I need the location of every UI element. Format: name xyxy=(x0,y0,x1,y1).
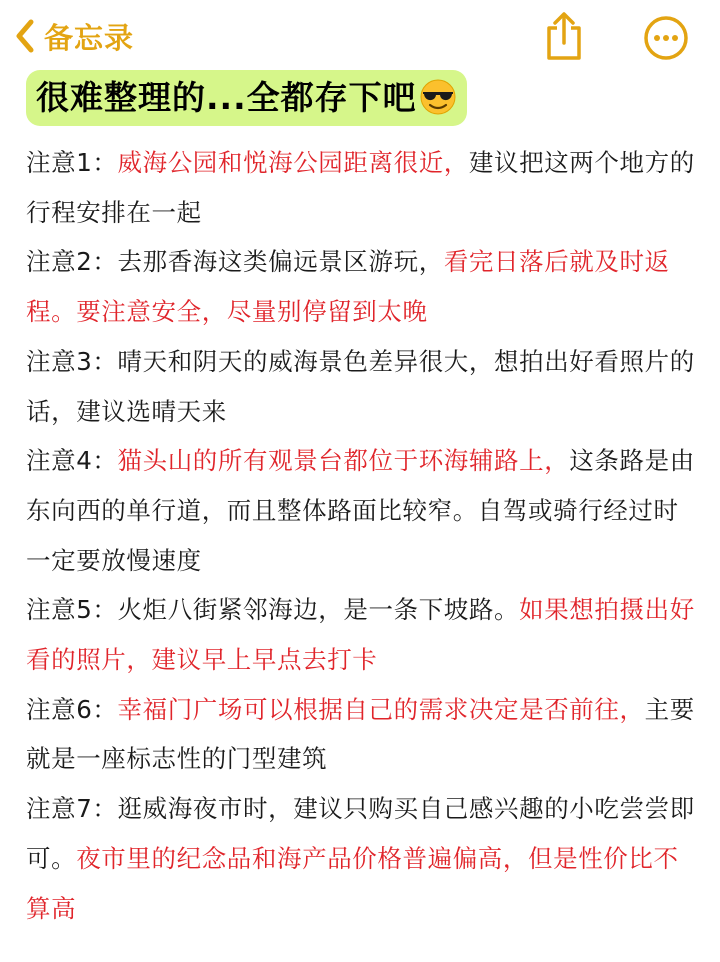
note-prefix: 注意5： xyxy=(26,595,118,625)
note-item-5 xyxy=(26,585,698,684)
sunglasses-emoji-icon xyxy=(419,78,457,116)
note-text: 逛威海夜市时，建议只购买自己感兴趣的小吃尝尝即可。 xyxy=(26,794,695,873)
note-title xyxy=(26,70,467,126)
note-item-6 xyxy=(26,685,698,784)
more-icon xyxy=(642,14,690,62)
note-text: 晴天和阴天的威海景色差异很大，想拍出好看照片的话，建议选晴天来 xyxy=(26,346,695,426)
note-prefix: 注意2： xyxy=(26,247,118,277)
note-highlight: 夜市里的纪念品和海产品价格普遍偏高，但是性价比不算高 xyxy=(26,843,679,923)
note-prefix: 注意1： xyxy=(26,148,118,177)
note-item-3 xyxy=(26,337,698,436)
note-item-1 xyxy=(26,138,698,237)
note-text: 火炬八街紧邻海边，是一条下坡路。 xyxy=(117,595,520,625)
note-text: 建议把这两个地方的行程安排在一起 xyxy=(26,148,695,227)
note-title-block xyxy=(26,70,467,126)
back-button[interactable] xyxy=(14,14,134,58)
note-highlight: 威海公园和悦海公园距离很近， xyxy=(117,148,469,177)
more-options-button[interactable] xyxy=(642,14,690,62)
note-highlight: 看完日落后就及时返程。要注意安全，尽量别停留到太晚 xyxy=(26,247,670,327)
note-text: 去那香海这类偏远景区游玩， xyxy=(117,247,444,277)
navigation-bar xyxy=(0,0,720,72)
note-prefix: 注意4： xyxy=(26,446,118,476)
share-button[interactable] xyxy=(540,10,588,62)
share-icon xyxy=(540,10,588,62)
note-prefix: 注意7： xyxy=(26,794,118,824)
note-item-2 xyxy=(26,237,698,336)
note-highlight: 如果想拍摄出好看的照片，建议早上早点去打卡 xyxy=(26,595,695,675)
chevron-left-icon xyxy=(14,18,36,54)
note-title-text: 很难整理的...全都存下吧 xyxy=(36,78,417,117)
note-prefix: 注意6： xyxy=(26,694,118,724)
note-text: 这条路是由东向西的单行道，而且整体路面比较窄。自驾或骑行经过时一定要放慢速度 xyxy=(26,446,695,575)
note-text: 主要就是一座标志性的门型建筑 xyxy=(26,694,695,774)
note-highlight: 幸福门广场可以根据自己的需求决定是否前往， xyxy=(117,694,645,724)
note-item-7 xyxy=(26,784,698,933)
back-label: 备忘录 xyxy=(44,20,135,55)
note-prefix: 注意3： xyxy=(26,346,118,376)
note-body[interactable] xyxy=(26,138,698,933)
note-highlight: 猫头山的所有观景台都位于环海辅路上， xyxy=(117,446,570,476)
note-item-4 xyxy=(26,436,698,585)
